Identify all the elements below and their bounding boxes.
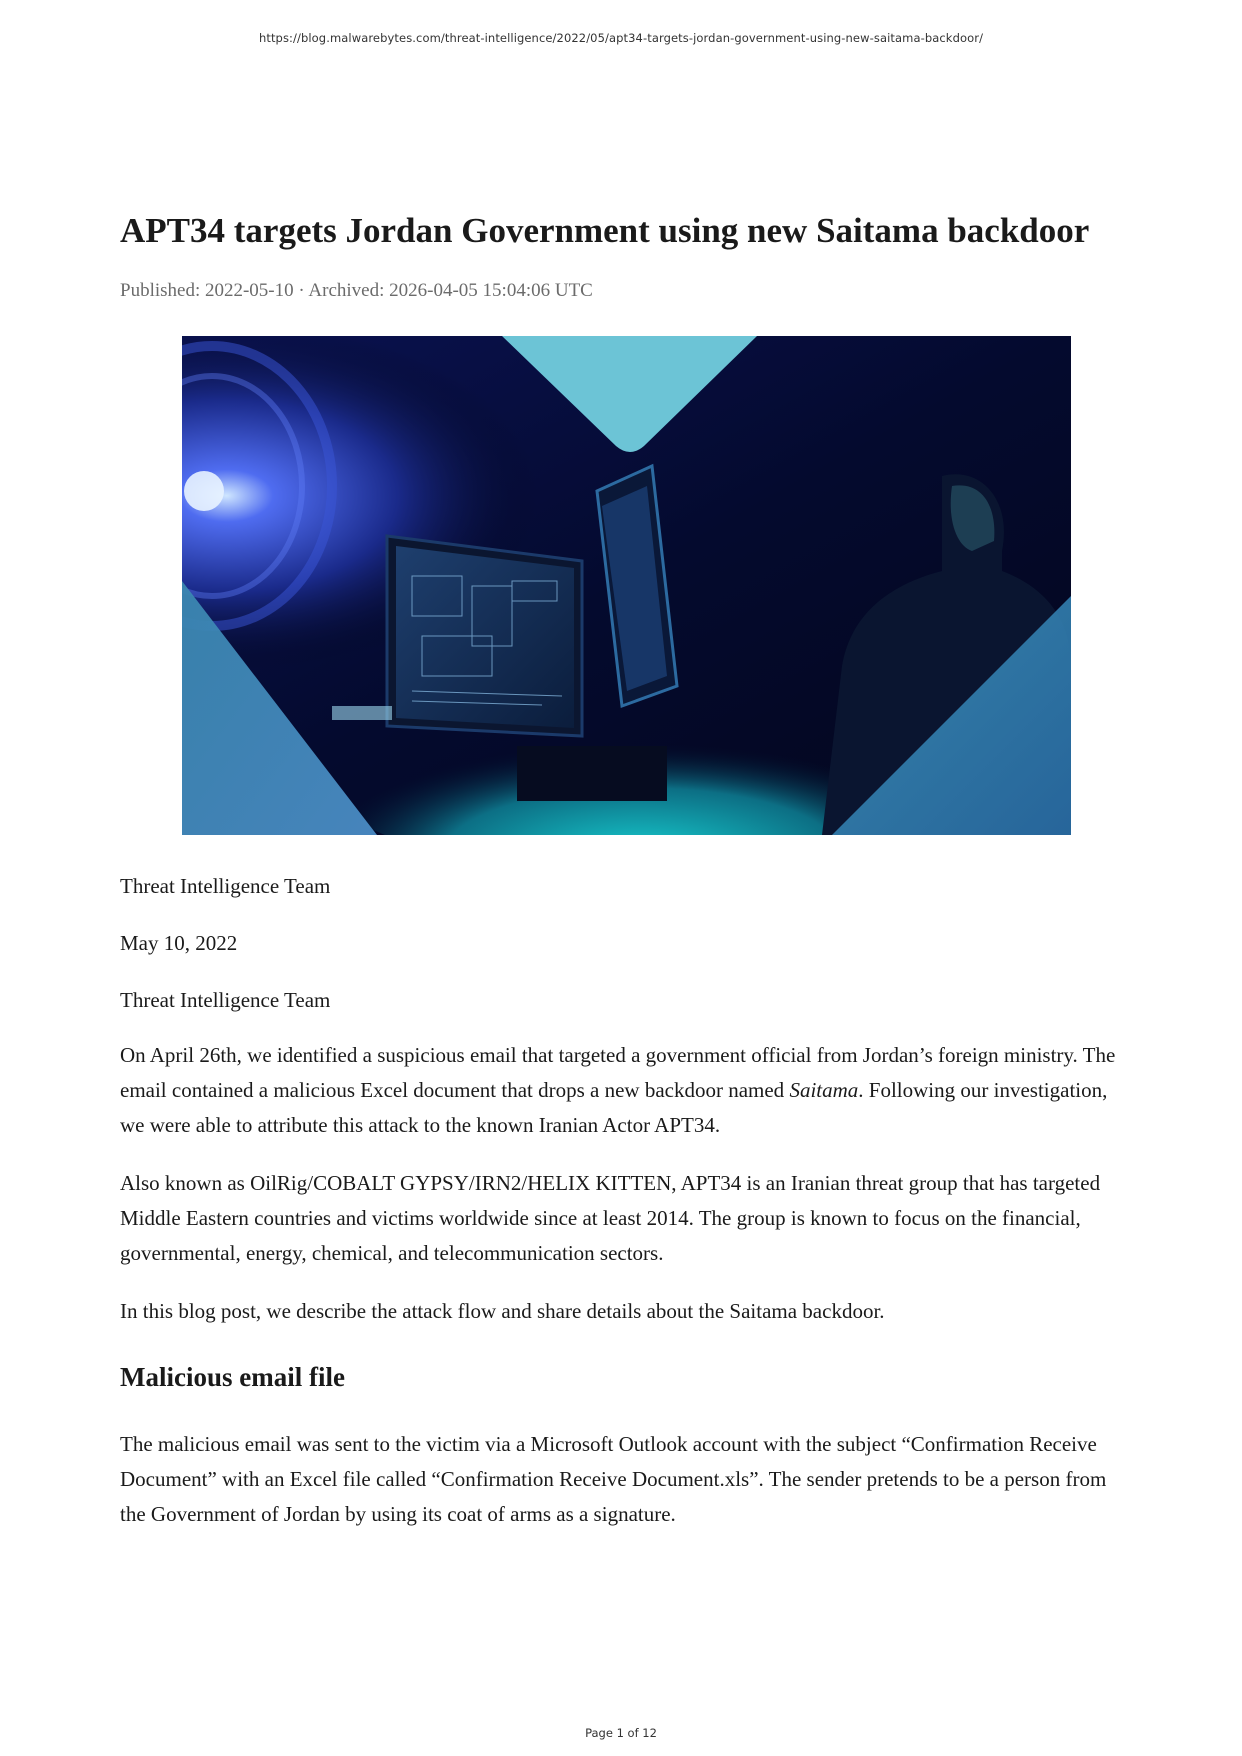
author-byline: Threat Intelligence Team	[120, 874, 331, 898]
publish-meta: Published: 2022-05-10 · Archived: 2026-04-05 15:04:06 UTC	[120, 280, 593, 301]
paragraph-malicious-email: The malicious email was sent to the victim via a Microsoft Outlook account with the subject “Confirmation Receive Document” with an Excel file called “Confirmation Receive Document.xls”. The sender pretends to be a person from the Government of Jordan by using its coat of arms as a signature.	[120, 1432, 1107, 1526]
article-title: APT34 targets Jordan Government using new Saitama backdoor	[120, 211, 1090, 250]
author-byline-repeat: Threat Intelligence Team	[120, 988, 331, 1012]
hacker-scene-illustration	[182, 336, 1071, 835]
paragraph-apt34-background: Also known as OilRig/COBALT GYPSY/IRN2/HELIX KITTEN, APT34 is an Iranian threat group that has targeted Middle Eastern countries and victims worldwide since at least 2014. The group is known to focus on the financial, governmental, energy, chemical, and telecommunication sectors.	[120, 1171, 1101, 1265]
article	[120, 210, 1130, 1526]
paragraph-intro	[120, 1038, 1130, 1143]
page-number: Page 1 of 12	[585, 1726, 657, 1740]
paragraph-intro-part2: . Following our investigation, we were able to attribute this attack to the known Iranian Actor APT34.	[120, 1078, 1108, 1137]
paragraph-post-summary: In this blog post, we describe the attack flow and share details about the Saitama backdoor.	[120, 1299, 885, 1323]
paragraph-intro-part1: On April 26th, we identified a suspicious email that targeted a government official from Jordan’s foreign ministry. The email contained a malicious Excel document that drops a new backdoor named	[120, 1043, 1116, 1102]
backdoor-name-emphasis: Saitama	[789, 1078, 859, 1102]
hero-image	[182, 336, 1071, 835]
publish-date: May 10, 2022	[120, 931, 238, 955]
section-heading: Malicious email file	[120, 1362, 345, 1392]
source-url: https://blog.malwarebytes.com/threat-intelligence/2022/05/apt34-targets-jordan-government-using-new-saitama-backdoor/	[258, 31, 984, 45]
